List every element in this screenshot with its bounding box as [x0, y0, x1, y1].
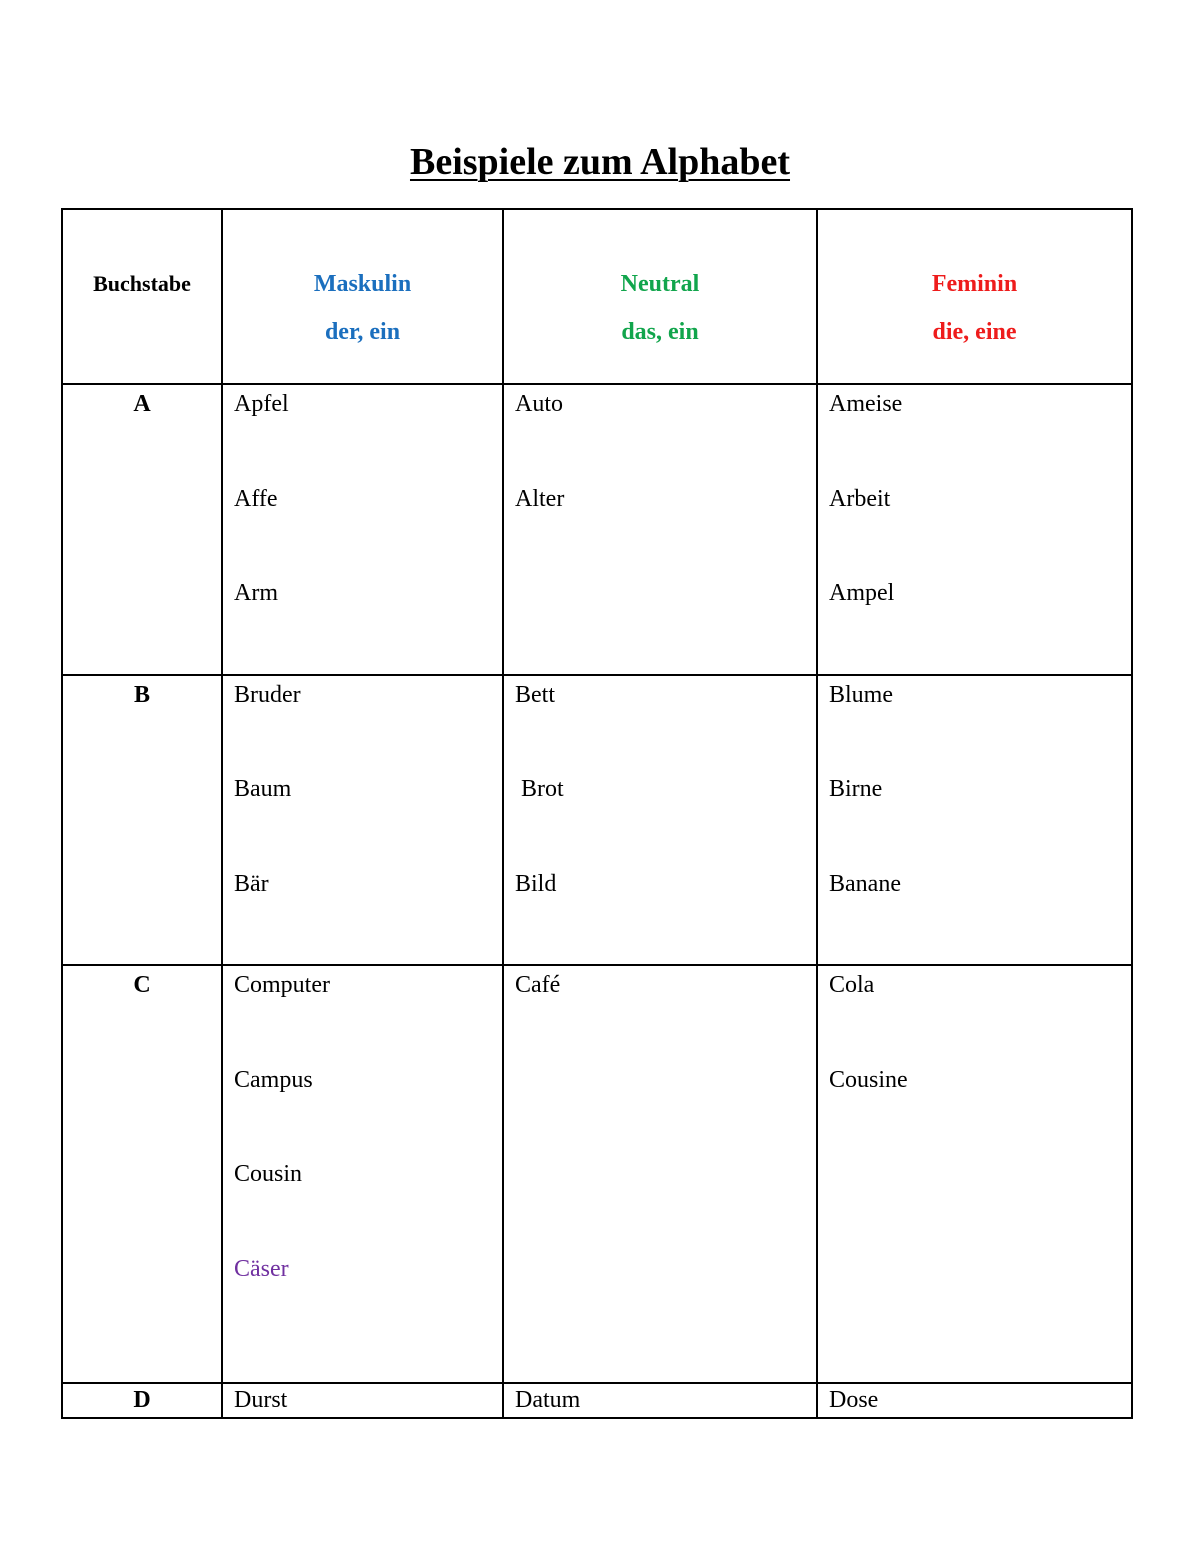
maskulin-cell — [222, 675, 503, 966]
row-letter: A — [62, 384, 222, 675]
table-row — [62, 384, 1132, 675]
table-row — [62, 1383, 1132, 1418]
header-neutral — [503, 209, 817, 384]
word: Brot — [521, 776, 564, 802]
word: Computer — [234, 972, 330, 998]
word: Cousin — [234, 1161, 303, 1187]
word: Durst — [234, 1387, 288, 1413]
feminin-cell — [817, 675, 1132, 966]
neutral-cell — [503, 965, 817, 1383]
header-letter — [62, 209, 222, 384]
word: Campus — [234, 1066, 313, 1093]
header-neutral-articles: das, ein — [621, 319, 699, 345]
word: Affe — [234, 485, 278, 512]
word: Blume — [829, 681, 893, 708]
page-title: Beispiele zum Alphabet — [409, 141, 791, 183]
table-row — [62, 965, 1132, 1383]
word: Datum — [515, 1387, 581, 1413]
word: Apfel — [234, 391, 289, 417]
word: Café — [515, 972, 561, 998]
neutral-cell — [503, 675, 817, 966]
word: Ampel — [829, 580, 895, 606]
maskulin-cell — [222, 965, 503, 1383]
word: Baum — [234, 776, 292, 802]
header-feminin-label: Feminin — [931, 271, 1018, 297]
row-letter: C — [62, 965, 222, 1383]
word: Birne — [829, 776, 883, 802]
feminin-cell — [817, 1383, 1132, 1418]
word: Alter — [515, 485, 565, 512]
table-row — [62, 675, 1132, 966]
word: Banane — [829, 870, 901, 897]
word: Auto — [515, 391, 563, 417]
header-letter-label: Buchstabe — [93, 271, 191, 296]
header-feminin-articles: die, eine — [932, 319, 1017, 345]
word: Dose — [829, 1387, 879, 1413]
alphabet-table — [61, 208, 1133, 1419]
row-letter: D — [62, 1383, 222, 1418]
header-maskulin-articles: der, ein — [324, 319, 401, 345]
feminin-cell — [817, 965, 1132, 1383]
neutral-cell — [503, 1383, 817, 1418]
maskulin-cell — [222, 1383, 503, 1418]
word: Arbeit — [829, 485, 891, 512]
feminin-cell — [817, 384, 1132, 675]
row-letter: B — [62, 675, 222, 966]
word: Ameise — [829, 391, 903, 417]
word: Bett — [515, 681, 555, 708]
header-maskulin — [222, 209, 503, 384]
header-maskulin-label: Maskulin — [313, 271, 412, 297]
neutral-cell — [503, 384, 817, 675]
word: Bär — [234, 870, 269, 897]
word: Bild — [515, 870, 557, 897]
word: Cola — [829, 972, 875, 998]
word: Arm — [234, 580, 278, 606]
word: Bruder — [234, 681, 301, 708]
highlighted-word: Cäser — [234, 1255, 289, 1282]
header-feminin — [817, 209, 1132, 384]
word: Cousine — [829, 1066, 908, 1093]
maskulin-cell — [222, 384, 503, 675]
header-row — [62, 209, 1132, 384]
header-neutral-label: Neutral — [620, 271, 700, 297]
